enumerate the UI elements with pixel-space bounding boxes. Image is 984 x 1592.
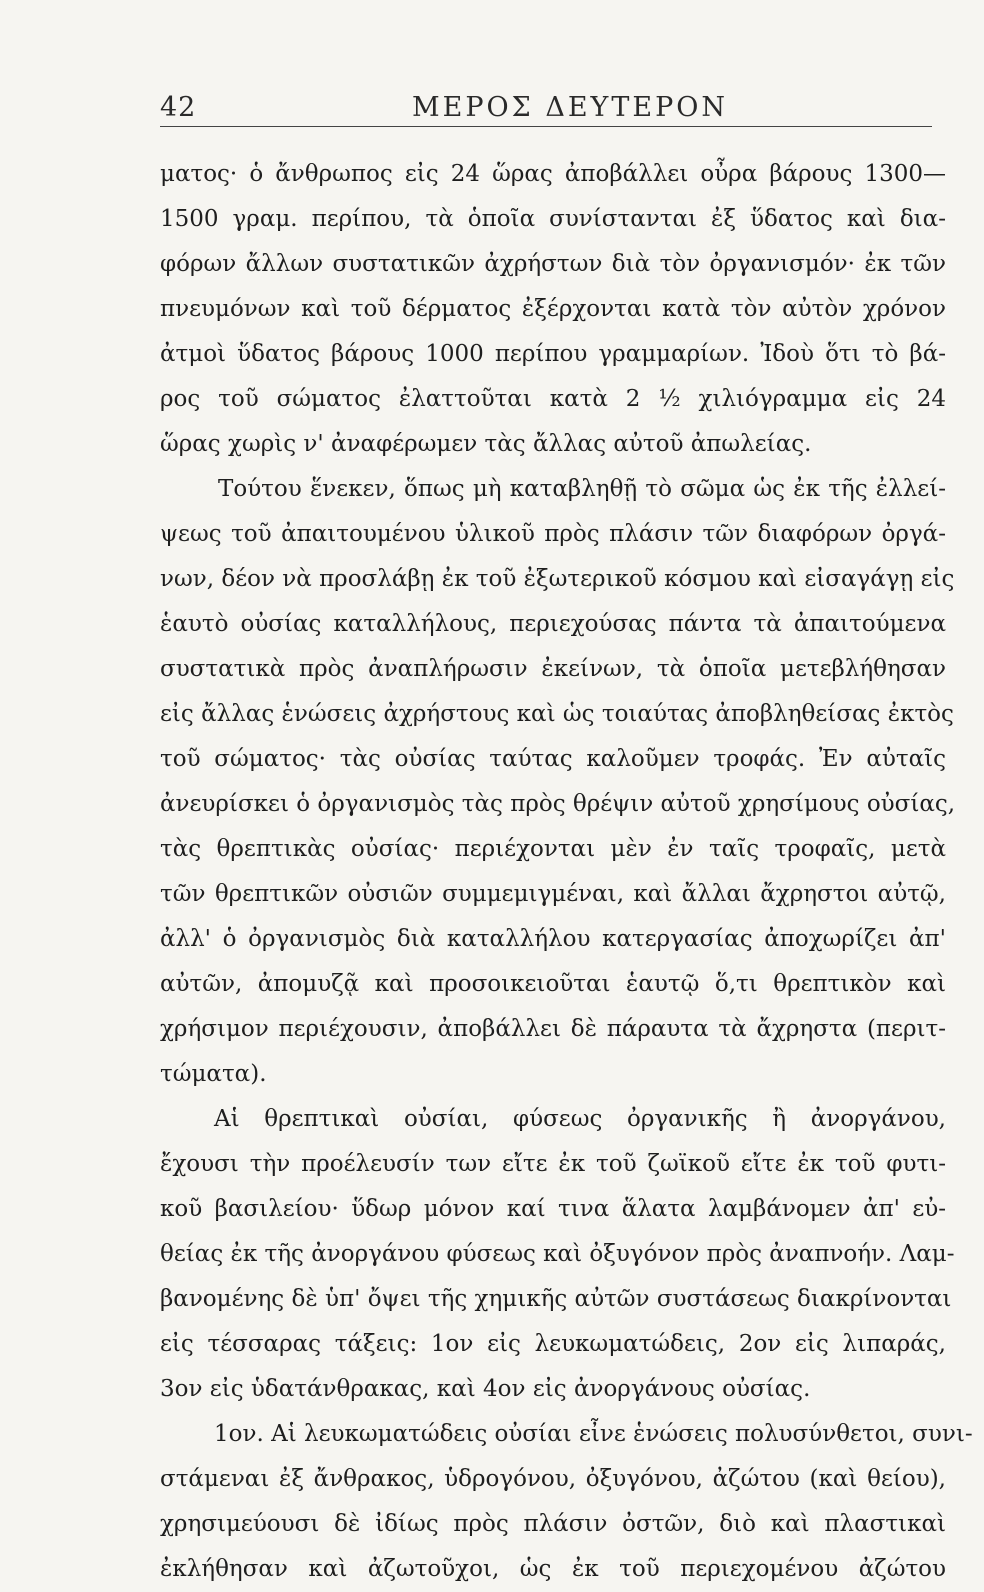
text-line: τοῦ σώματος· τὰς οὐσίας ταύτας καλοῦμεν τροφάς. Ἐν αὐταῖς	[160, 746, 946, 772]
text-line: ἔχουσι τὴν προέλευσίν των εἴτε ἐκ τοῦ ζωϊκοῦ εἴτε ἐκ τοῦ φυτι-	[160, 1151, 946, 1177]
page-number: 42	[160, 92, 197, 123]
paragraph-start-line: 1ον. Αἱ λευκωματώδεις οὐσίαι εἶνε ἑνώσεις πολυσύνθετοι, συνι-	[214, 1421, 973, 1447]
text-line: τὰς θρεπτικὰς οὐσίας· περιέχονται μὲν ἐν ταῖς τροφαῖς, μετὰ	[160, 836, 946, 862]
text-line: εἰς ἄλλας ἑνώσεις ἀχρήστους καὶ ὡς τοιαύτας ἀποβληθείσας ἐκτὸς	[160, 701, 954, 727]
text-line: κοῦ βασιλείου· ὕδωρ μόνον καί τινα ἅλατα λαμβάνομεν ἀπ' εὐ-	[160, 1196, 946, 1222]
text-line: ἀνευρίσκει ὁ ὀργανισμὸς τὰς πρὸς θρέψιν αὐτοῦ χρησίμους οὐσίας,	[160, 791, 956, 817]
text-line: χρήσιμον περιέχουσιν, ἀποβάλλει δὲ πάραυτα τὰ ἄχρηστα (περιτ-	[160, 1016, 946, 1042]
header-rule	[160, 126, 932, 127]
text-line: ἐκλήθησαν καὶ ἀζωτοῦχοι, ὡς ἐκ τοῦ περιεχομένου ἀζώτου	[160, 1556, 946, 1582]
text-line: ψεως τοῦ ἀπαιτουμένου ὑλικοῦ πρὸς πλάσιν τῶν διαφόρων ὀργά-	[160, 521, 946, 547]
text-line: θείας ἐκ τῆς ἀνοργάνου φύσεως καὶ ὀξυγόνον πρὸς ἀναπνοήν. Λαμ-	[160, 1241, 955, 1267]
text-line: ματος· ὁ ἄνθρωπος εἰς 24 ὥρας ἀποβάλλει οὖρα βάρους 1300—	[160, 161, 946, 187]
text-line: αὐτῶν, ἀπομυζᾷ καὶ προσοικειοῦται ἑαυτῷ ὅ,τι θρεπτικὸν καὶ	[160, 971, 946, 997]
text-line: βανομένης δὲ ὑπ' ὄψει τῆς χημικῆς αὐτῶν συστάσεως διακρίνονται	[160, 1286, 952, 1312]
text-line: ἀλλ' ὁ ὀργανισμὸς διὰ καταλλήλου κατεργασίας ἀποχωρίζει ἀπ'	[160, 926, 946, 952]
paragraph-start-line: Αἱ θρεπτικαὶ οὐσίαι, φύσεως ὀργανικῆς ἢ ἀνοργάνου,	[214, 1106, 946, 1132]
text-line: ρος τοῦ σώματος ἐλαττοῦται κατὰ 2 ½ χιλιόγραμμα εἰς 24	[160, 386, 946, 412]
text-line: στάμεναι ἐξ ἄνθρακος, ὑδρογόνου, ὀξυγόνου, ἀζώτου (καὶ θείου),	[160, 1466, 946, 1492]
body-text	[160, 152, 973, 1592]
running-head: ΜΕΡΟΣ ΔΕΥΤΕΡΟΝ	[412, 92, 729, 123]
text-line: νων, δέον νὰ προσλάβῃ ἐκ τοῦ ἐξωτερικοῦ κόσμου καὶ εἰσαγάγῃ εἰς	[160, 566, 955, 592]
text-line: τῶν θρεπτικῶν οὐσιῶν συμμεμιγμέναι, καὶ ἄλλαι ἄχρηστοι αὐτῷ,	[160, 881, 946, 907]
text-line: εἰς τέσσαρας τάξεις: 1ον εἰς λευκωματώδεις, 2ον εἰς λιπαράς,	[160, 1331, 946, 1357]
text-line: χρησιμεύουσι δὲ ἰδίως πρὸς πλάσιν ὀστῶν, διὸ καὶ πλαστικαὶ	[160, 1511, 946, 1537]
paragraph-start-line: Τούτου ἕνεκεν, ὅπως μὴ καταβληθῇ τὸ σῶμα ὡς ἐκ τῆς ἐλλεί-	[218, 476, 946, 502]
text-line: 3ον εἰς ὑδατάνθρακας, καὶ 4ον εἰς ἀνοργάνους οὐσίας.	[160, 1376, 811, 1402]
text-line: ἑαυτὸ οὐσίας καταλλήλους, περιεχούσας πάντα τὰ ἀπαιτούμενα	[160, 611, 946, 637]
text-line: ὥρας χωρὶς ν' ἀναφέρωμεν τὰς ἄλλας αὐτοῦ ἀπωλείας.	[160, 431, 812, 457]
text-line: 1500 γραμ. περίπου, τὰ ὁποῖα συνίστανται ἐξ ὕδατος καὶ δια-	[160, 206, 946, 232]
text-line: συστατικὰ πρὸς ἀναπλήρωσιν ἐκείνων, τὰ ὁποῖα μετεβλήθησαν	[160, 656, 946, 682]
text-line: φόρων ἄλλων συστατικῶν ἀχρήστων διὰ τὸν ὀργανισμόν· ἐκ τῶν	[160, 251, 946, 277]
text-line: πνευμόνων καὶ τοῦ δέρματος ἐξέρχονται κατὰ τὸν αὐτὸν χρόνον	[160, 296, 946, 322]
text-line: τώματα).	[160, 1061, 267, 1087]
text-line: ἀτμοὶ ὕδατος βάρους 1000 περίπου γραμμαρίων. Ἰδοὺ ὅτι τὸ βά-	[160, 341, 946, 367]
